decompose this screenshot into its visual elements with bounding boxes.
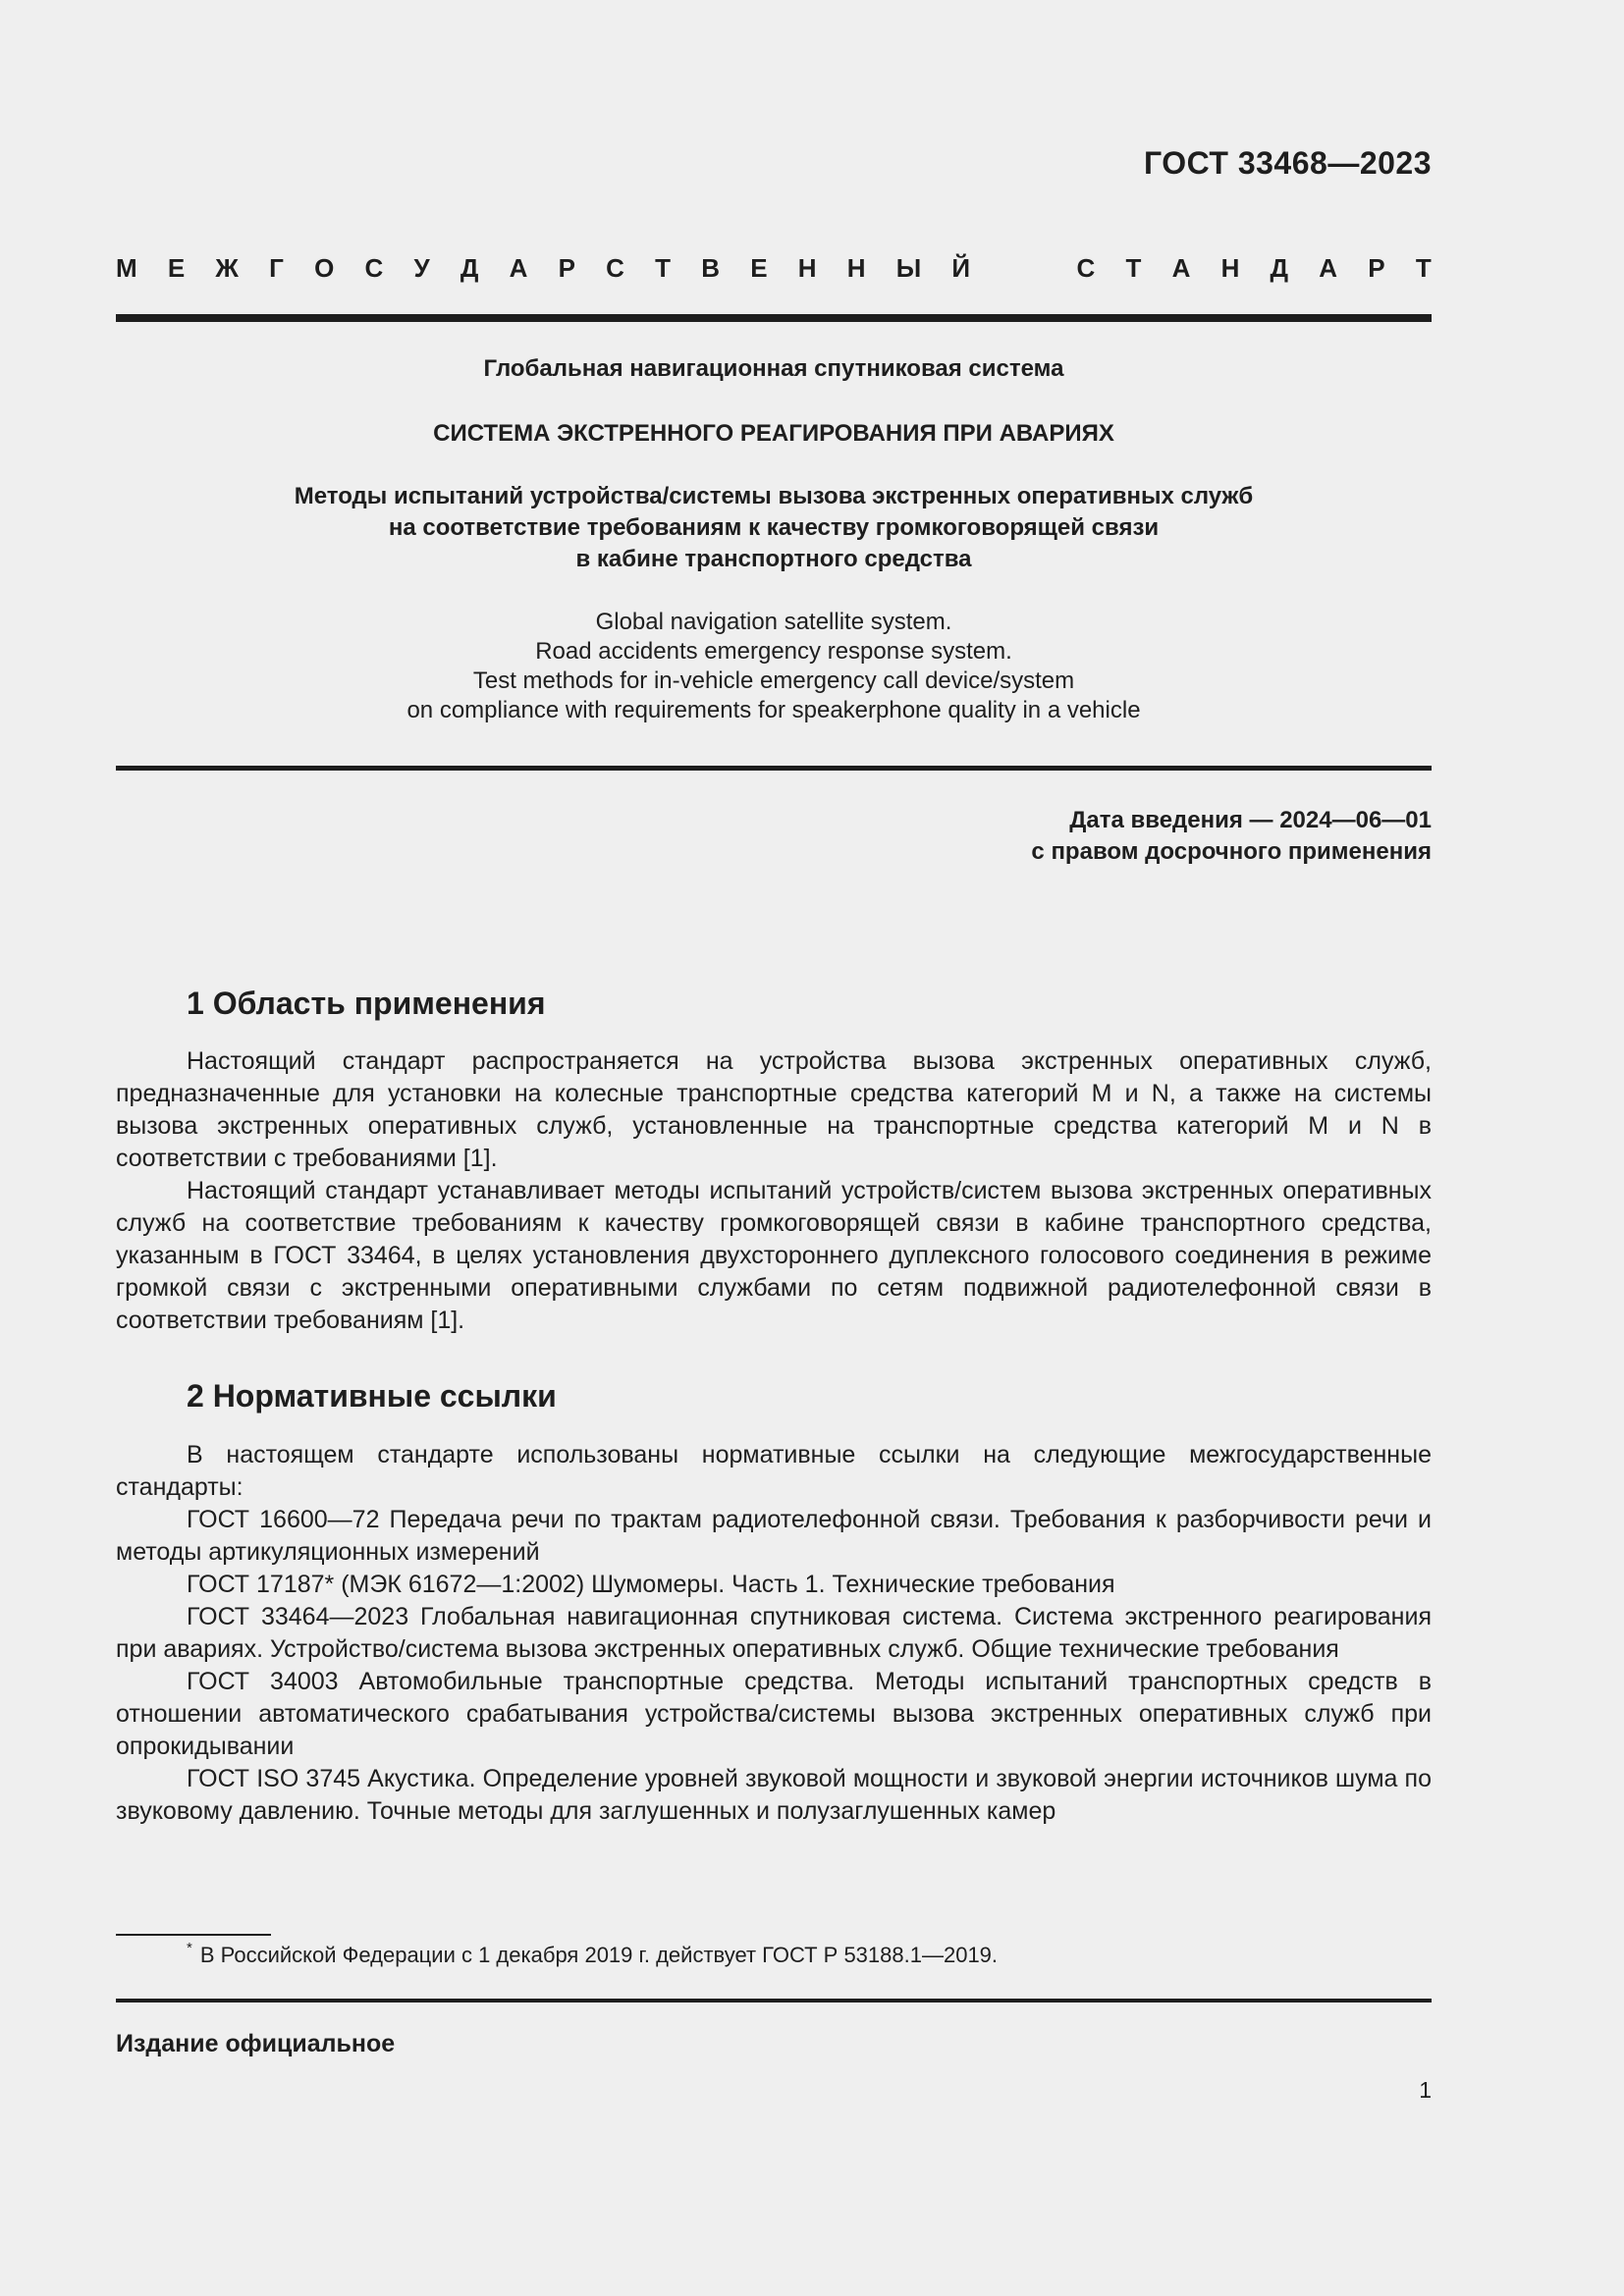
reference-item: ГОСТ 34003 Автомобильные транспортные средства. Методы испытаний транспортных средств в отношении автоматического срабатывания устройства/системы вызова экстренных оперативных служб при опрокидывании — [116, 1668, 1432, 1760]
spaced-letter: Й — [951, 253, 971, 283]
section-1-title: 1 Область применения — [187, 986, 546, 1021]
spaced-letter: Т — [655, 253, 672, 283]
title-line-2: СИСТЕМА ЭКСТРЕННОГО РЕАГИРОВАНИЯ ПРИ АВАРИЯХ — [433, 420, 1114, 447]
section-1-body — [116, 1045, 1432, 1337]
header-divider — [116, 314, 1432, 322]
spaced-letter: С — [364, 253, 384, 283]
spaced-letter: М — [116, 253, 137, 283]
spaced-letter: Н — [797, 253, 817, 283]
reference-item: ГОСТ 33464—2023 Глобальная навигационная спутниковая система. Система экстренного реагирования при авариях. Устройство/система вызова экстренных оперативных служб. Общие технические требования — [116, 1603, 1432, 1663]
spaced-letter: Е — [167, 253, 186, 283]
title-divider — [116, 766, 1432, 771]
spaced-letter: В — [701, 253, 721, 283]
paragraph: В настоящем стандарте использованы нормативные ссылки на следующие межгосударственные стандарты: — [116, 1441, 1432, 1501]
title-line-3c: в кабине транспортного средства — [575, 546, 972, 572]
spaced-letter: О — [314, 253, 335, 283]
footnote-mark: * — [187, 1940, 192, 1956]
paragraph: Настоящий стандарт устанавливает методы испытаний устройств/систем вызова экстренных оперативных служб на соответствие требованиям к качеству громкоговорящей связи в кабине транспортного средства, указанным в ГОСТ 33464, в целях установления двухстороннего дуплексного голосового соединения в режиме громкой связи с экстренными оперативными службами по сетям подвижной радиотелефонной связи в соответствии требованиям [1]. — [116, 1177, 1432, 1334]
reference-item: ГОСТ 16600—72 Передача речи по трактам радиотелефонной связи. Требования к разборчивости речи и методы артикуляционных измерений — [116, 1506, 1432, 1566]
word-gap — [1001, 253, 1046, 284]
spaced-letter: У — [413, 253, 430, 283]
spaced-letter: Н — [846, 253, 866, 283]
title-line-1: Глобальная навигационная спутниковая система — [483, 355, 1064, 382]
official-edition-label: Издание официальное — [116, 2030, 396, 2057]
spaced-letter: С — [1076, 253, 1096, 283]
spaced-letter: А — [1171, 253, 1191, 283]
spaced-letter: А — [1319, 253, 1338, 283]
footnote-separator — [116, 1934, 271, 1936]
document-number: ГОСТ 33468—2023 — [1143, 145, 1432, 181]
english-title-1: Global navigation satellite system. — [595, 609, 952, 635]
spaced-letter: Т — [1415, 253, 1432, 283]
spaced-letter: Ж — [215, 253, 239, 283]
english-title-3: Test methods for in-vehicle emergency call device/system — [472, 667, 1075, 694]
spaced-letter: Р — [1368, 253, 1385, 283]
standard-type-heading — [116, 253, 1432, 284]
early-application-line: с правом досрочного применения — [1031, 838, 1432, 865]
spaced-letter: Ы — [895, 253, 922, 283]
spaced-letter: Р — [558, 253, 575, 283]
spaced-letter: А — [509, 253, 528, 283]
reference-item: ГОСТ ISO 3745 Акустика. Определение уровней звуковой мощности и звуковой энергии источников шума по звуковому давлению. Точные методы для заглушенных и полузаглушенных камер — [116, 1765, 1432, 1825]
introduction-date-line: Дата введения — 2024—06—01 — [1069, 807, 1432, 833]
footer-divider — [116, 1999, 1432, 2002]
page-number: 1 — [1419, 2077, 1432, 2103]
spaced-letter: Г — [269, 253, 284, 283]
footnote-text: В Российской Федерации с 1 декабря 2019 г. действует ГОСТ Р 53188.1—2019. — [199, 1943, 999, 1967]
spaced-letter: С — [606, 253, 624, 283]
paragraph: Настоящий стандарт распространяется на устройства вызова экстренных оперативных служб, предназначенные для установки на колесные транспортные средства категорий M и N, а также на системы вызова экстренных оперативных служб, установленные на транспортные средства категорий M и N в соответствии с требованиями [1]. — [116, 1047, 1432, 1172]
spaced-letter: Т — [1125, 253, 1142, 283]
title-line-3b: на соответствие требованиям к качеству громкоговорящей связи — [388, 514, 1160, 541]
spaced-letter: Н — [1220, 253, 1240, 283]
footnote — [187, 1940, 998, 1968]
introduction-date — [1031, 805, 1432, 868]
english-title-4: on compliance with requirements for speakerphone quality in a vehicle — [406, 697, 1141, 723]
reference-item: ГОСТ 17187* (МЭК 61672—1:2002) Шумомеры. Часть 1. Технические требования — [187, 1571, 1115, 1598]
spaced-letter: Д — [1270, 253, 1289, 283]
section-2-title: 2 Нормативные ссылки — [187, 1378, 557, 1414]
section-2-body — [116, 1439, 1432, 1828]
spaced-letter: Д — [460, 253, 479, 283]
title-line-3a: Методы испытаний устройства/системы вызова экстренных оперативных служб — [294, 483, 1254, 509]
spaced-letter: Е — [750, 253, 768, 283]
english-title-2: Road accidents emergency response system. — [535, 638, 1012, 665]
